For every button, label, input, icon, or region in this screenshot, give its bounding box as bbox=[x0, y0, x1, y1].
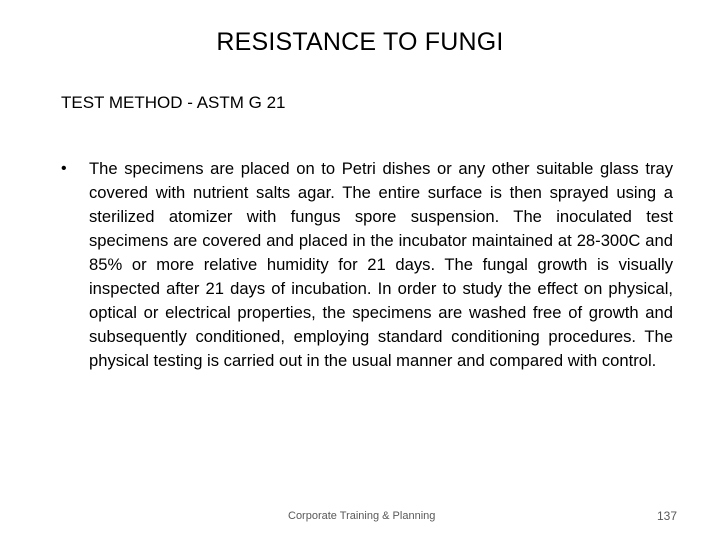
footer bbox=[0, 508, 720, 524]
slide-title: RESISTANCE TO FUNGI bbox=[216, 28, 504, 56]
bullet-list bbox=[61, 157, 673, 373]
page-number: 137 bbox=[656, 509, 677, 523]
bullet-text: The specimens are placed on to Petri dishes or any other suitable glass tray covered with nutrient salts agar. The entire surface is then sprayed using a sterilized atomizer with fungus spore suspension. The inoculated test specimens are covered and placed in the incubator maintained at 28-300C and 85% or more relative humidity for 21 days. The fungal growth is visually inspected after 21 days of incubation. In order to study the effect on physical, optical or electrical properties, the specimens are washed free of growth and subsequently conditioned, employing standard conditioning procedures. The physical testing is carried out in the usual manner and compared with control. bbox=[89, 159, 673, 370]
slide-subtitle: TEST METHOD - ASTM G 21 bbox=[61, 93, 286, 112]
footer-text: Corporate Training & Planning bbox=[288, 510, 436, 522]
bullet-item bbox=[61, 157, 673, 373]
bullet-icon: • bbox=[61, 160, 67, 177]
